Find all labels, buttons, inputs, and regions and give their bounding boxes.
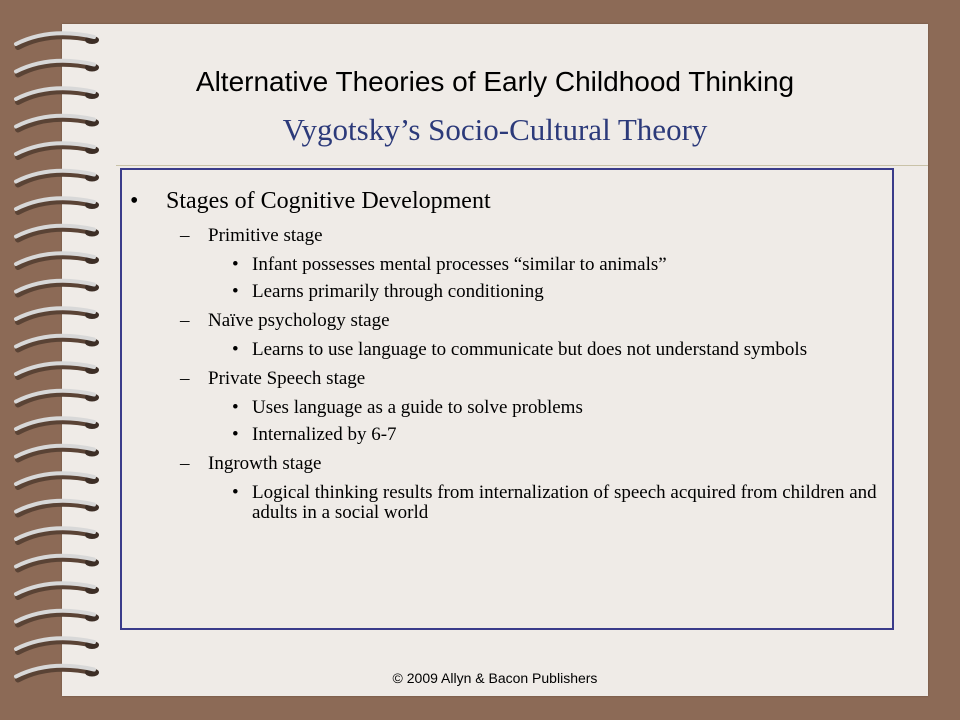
bullet-dot: • <box>232 254 239 275</box>
binding-ring <box>16 528 99 542</box>
stage-point <box>130 255 890 275</box>
stage-label: Private Speech stage <box>208 368 366 389</box>
stage-point-text: Logical thinking results from internalization of speech acquired from children and adults in a social world <box>252 482 877 523</box>
binding-ring <box>16 253 99 267</box>
stage-item <box>130 452 890 476</box>
binding-ring <box>16 336 99 350</box>
slide-subtitle: Vygotsky’s Socio-Cultural Theory <box>282 112 708 147</box>
title-divider <box>116 165 928 166</box>
binding-ring <box>16 556 99 570</box>
stage-point <box>130 340 890 360</box>
bullet-dot: • <box>130 188 139 214</box>
bullet-dot: • <box>232 397 239 418</box>
stage-point <box>130 425 890 445</box>
stage-point <box>130 282 890 302</box>
binding-ring <box>16 308 99 322</box>
binding-ring <box>16 33 99 47</box>
binding-ring <box>16 198 99 212</box>
binding-ring <box>16 583 99 597</box>
binding-ring <box>16 363 99 377</box>
binding-ring <box>16 446 99 460</box>
stage-label: Naïve psychology stage <box>208 310 390 331</box>
copyright-footer: © 2009 Allyn & Bacon Publishers <box>392 670 598 686</box>
spiral-binding <box>0 0 120 720</box>
stage-point <box>130 483 890 523</box>
stage-item <box>130 224 890 248</box>
stage-point-text: Uses language as a guide to solve problems <box>252 397 583 418</box>
stage-label: Primitive stage <box>208 225 323 246</box>
stage-point-text: Infant possesses mental processes “similar to animals” <box>252 254 667 275</box>
stage-point-text: Learns to use language to communicate but does not understand symbols <box>252 339 808 360</box>
bullet-dot: • <box>232 339 239 360</box>
dash-marker: – <box>180 368 190 389</box>
slide-title: Alternative Theories of Early Childhood Thinking <box>195 66 795 97</box>
bullet-dot: • <box>232 424 239 445</box>
binding-ring <box>16 638 99 652</box>
binding-ring <box>16 226 99 240</box>
dash-marker: – <box>180 453 190 474</box>
bullet-dot: • <box>232 281 239 302</box>
stage-label: Ingrowth stage <box>208 453 322 474</box>
binding-ring <box>16 171 99 185</box>
stage-point-text: Learns primarily through conditioning <box>252 281 544 302</box>
binding-ring <box>16 391 99 405</box>
dash-marker: – <box>180 225 190 246</box>
binding-ring <box>16 473 99 487</box>
binding-ring <box>16 281 99 295</box>
dash-marker: – <box>180 310 190 331</box>
main-bullet-text: Stages of Cognitive Development <box>166 188 491 214</box>
binding-ring <box>16 611 99 625</box>
stage-item <box>130 309 890 333</box>
main-bullet <box>130 186 890 216</box>
stage-point <box>130 398 890 418</box>
bullet-dot: • <box>232 482 239 503</box>
slide-content <box>130 186 890 530</box>
binding-ring <box>16 501 99 515</box>
binding-ring <box>16 418 99 432</box>
stage-item <box>130 367 890 391</box>
stage-point-text: Internalized by 6-7 <box>252 424 397 445</box>
